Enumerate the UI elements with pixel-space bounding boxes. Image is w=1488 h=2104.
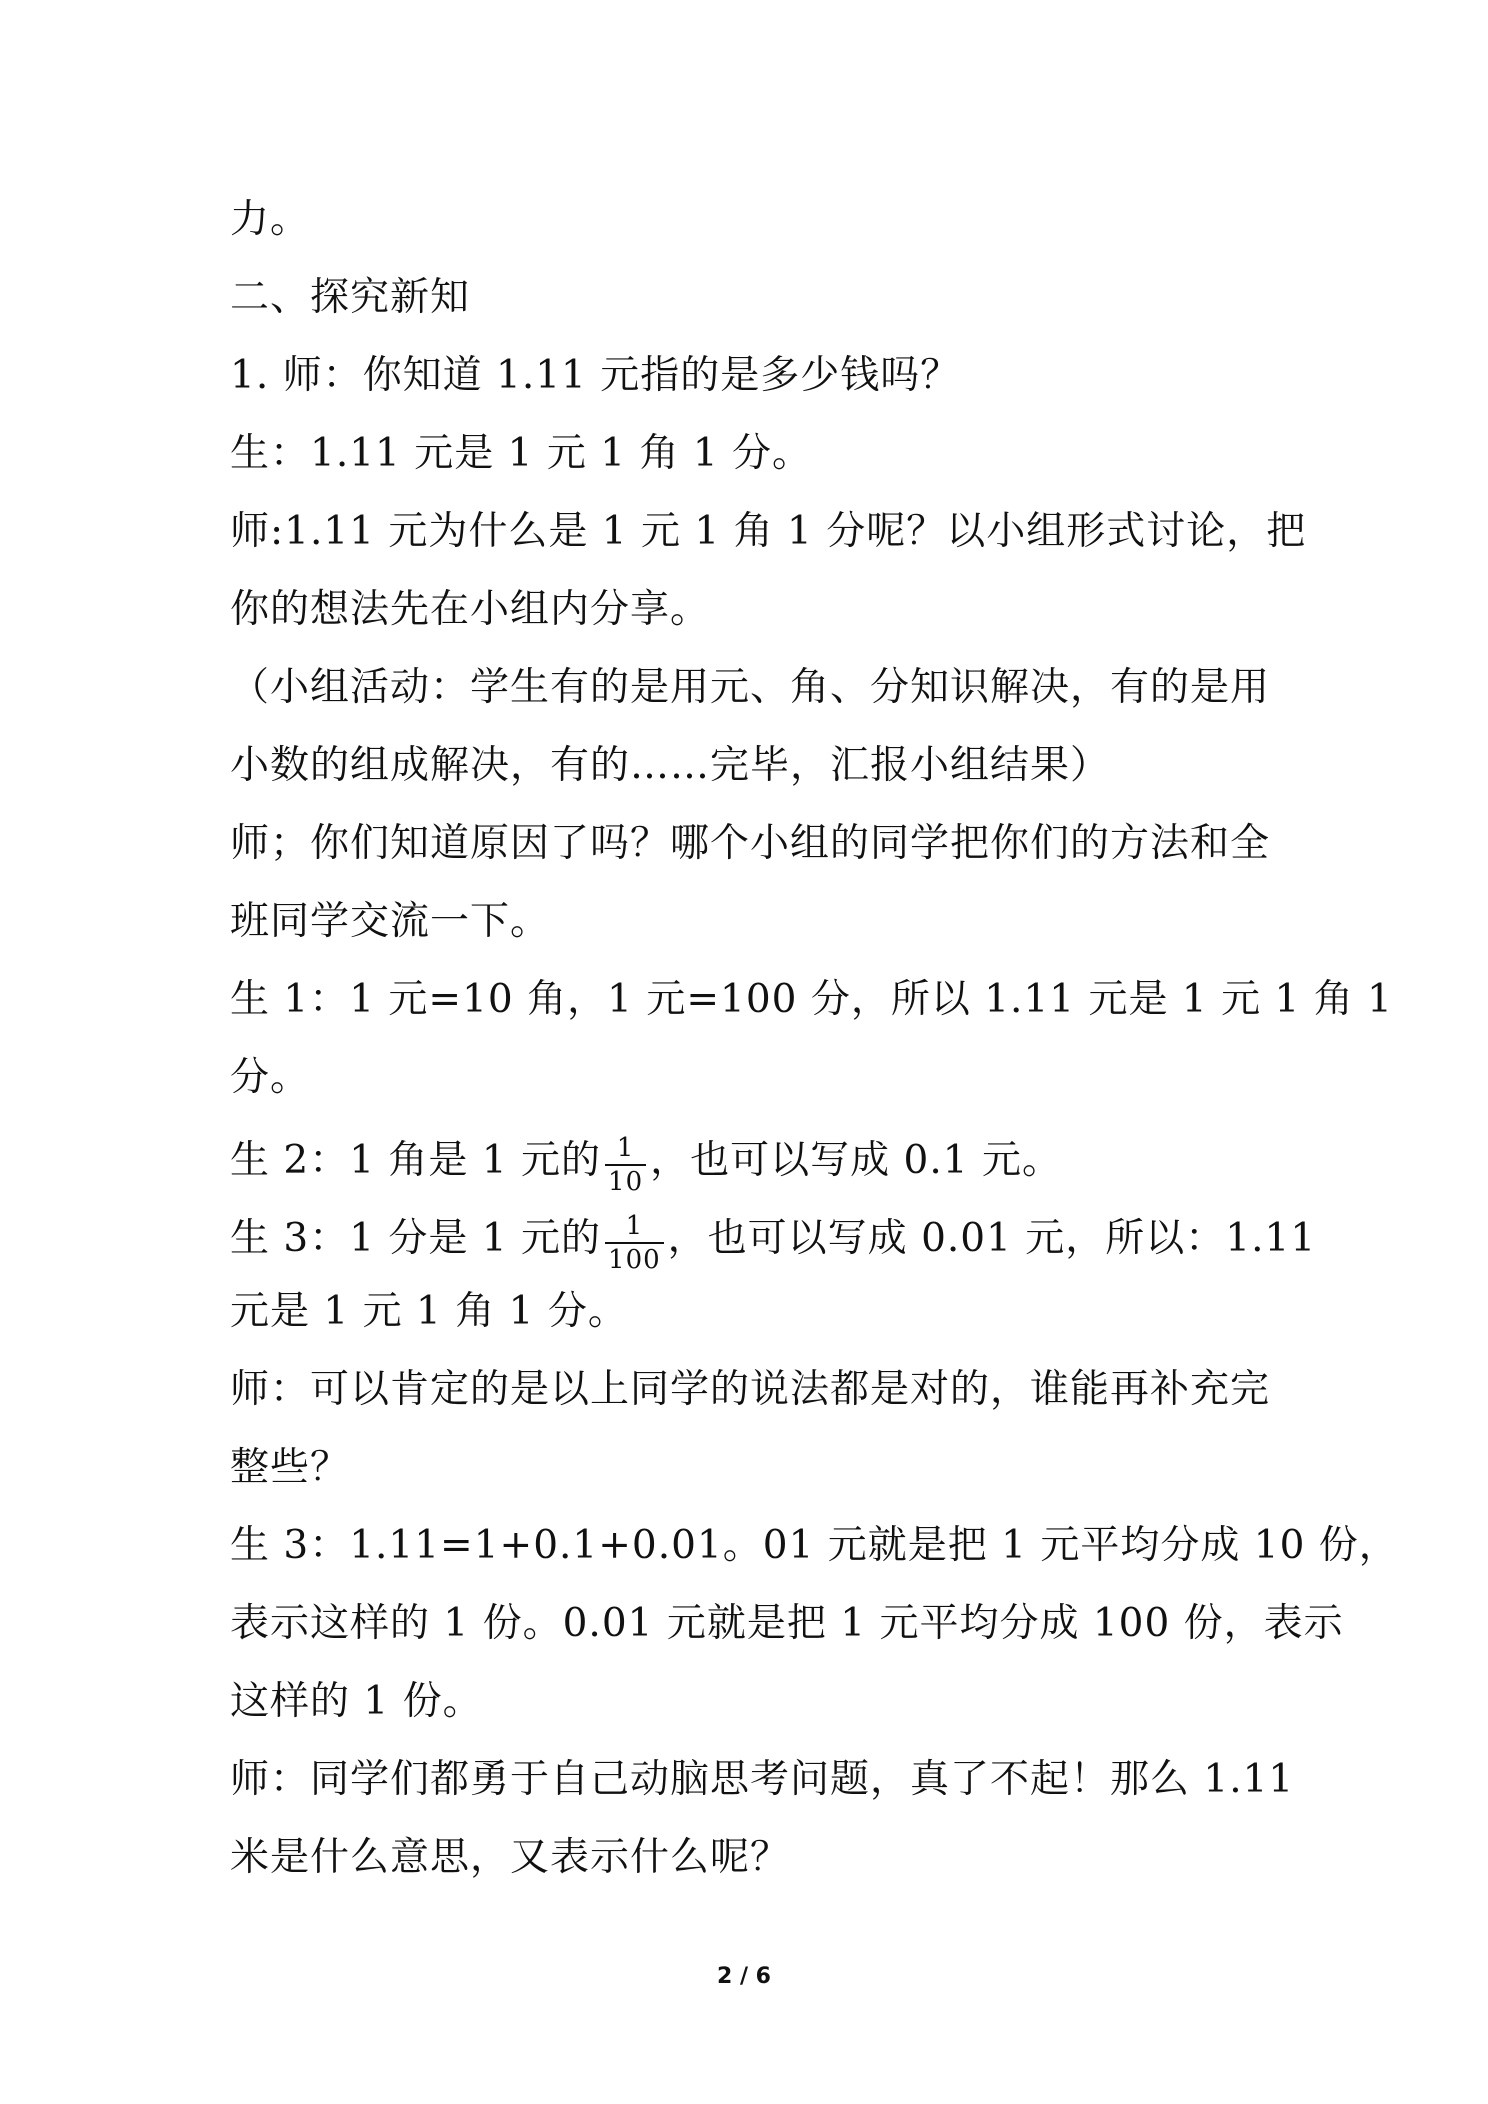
text-line: 这样的 1 份。	[230, 1679, 483, 1724]
text-segment: 生 3：1 分是 1 元的	[230, 1216, 602, 1261]
text-line: 生 3：1.11=1+0.1+0.01。01 元就是把 1 元平均分成 10 份，	[230, 1523, 1399, 1568]
text-line: 表示这样的 1 份。0.01 元就是把 1 元平均分成 100 份，表示	[230, 1601, 1344, 1646]
text-line: 你的想法先在小组内分享。	[230, 587, 711, 632]
text-line-with-fraction	[230, 1210, 1317, 1275]
fraction	[605, 1212, 664, 1274]
text-line: 生：1.11 元是 1 元 1 角 1 分。	[230, 431, 813, 476]
text-segment: ，也可以写成 0.01 元，所以：1.11	[667, 1216, 1317, 1261]
text-line: 分。	[230, 1055, 311, 1100]
text-line: 师：同学们都勇于自己动脑思考问题，真了不起！那么 1.11	[230, 1757, 1295, 1802]
text-line: 米是什么意思，又表示什么呢？	[230, 1835, 791, 1880]
text-line: 班同学交流一下。	[230, 899, 551, 944]
fraction-numerator: 1	[605, 1134, 646, 1166]
text-segment: ，也可以写成 0.1 元。	[650, 1138, 1062, 1183]
text-line: 小数的组成解决，有的……完毕，汇报小组结果）	[230, 743, 1111, 788]
text-line: 1. 师：你知道 1.11 元指的是多少钱吗？	[230, 353, 961, 398]
section-heading: 二、探究新知	[230, 275, 471, 320]
text-line: 师；你们知道原因了吗？哪个小组的同学把你们的方法和全	[230, 821, 1271, 866]
fraction-denominator: 10	[608, 1167, 644, 1197]
text-line: 整些？	[230, 1445, 351, 1490]
fraction-numerator: 1	[605, 1212, 664, 1244]
text-line-with-fraction	[230, 1132, 1062, 1197]
text-line: 生 1：1 元=10 角，1 元=100 分，所以 1.11 元是 1 元 1 角 1	[230, 977, 1393, 1022]
text-line: 师：可以肯定的是以上同学的说法都是对的，谁能再补充完	[230, 1367, 1271, 1412]
text-line: （小组活动：学生有的是用元、角、分知识解决，有的是用	[230, 665, 1271, 710]
text-line: 师:1.11 元为什么是 1 元 1 角 1 分呢？以小组形式讨论，把	[230, 509, 1307, 554]
page-number: 2 / 6	[717, 1964, 771, 1989]
text-line: 力。	[230, 197, 311, 242]
text-segment: 生 2：1 角是 1 元的	[230, 1138, 602, 1183]
fraction	[605, 1134, 646, 1196]
text-line: 元是 1 元 1 角 1 分。	[230, 1289, 628, 1334]
fraction-denominator: 100	[608, 1245, 661, 1275]
